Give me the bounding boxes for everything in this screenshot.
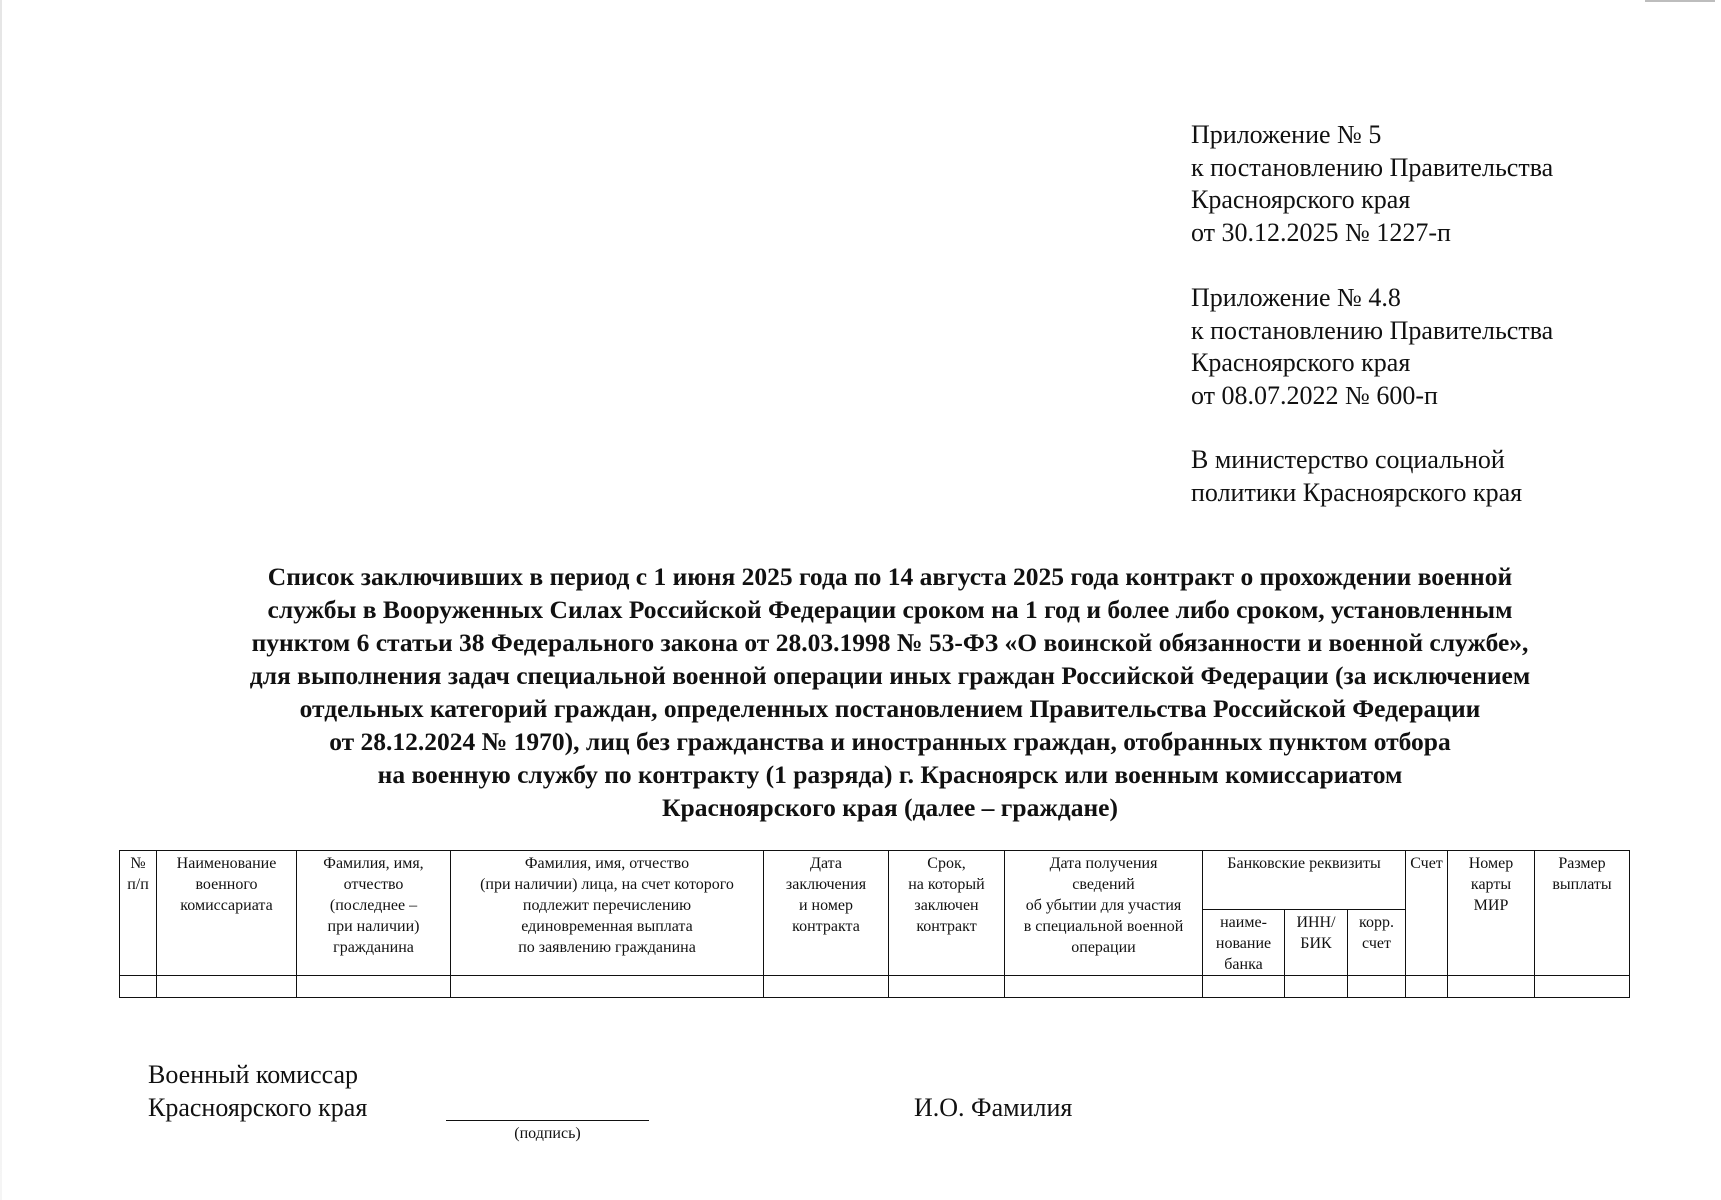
appendix-4-8-line: от 08.07.2022 № 600-п [1191, 380, 1438, 410]
header-bank-name: наиме- нование банка [1203, 910, 1285, 976]
table-cell[interactable] [1348, 976, 1406, 998]
recipient-block [1191, 444, 1522, 509]
scan-left-edge [0, 0, 2, 1200]
header-citizen-name: Фамилия, имя, отчество (последнее – при наличии) гражданина [297, 851, 451, 976]
signature-caption: (подпись) [514, 1125, 581, 1142]
table-cell[interactable] [120, 976, 157, 998]
payout-table [119, 850, 1630, 998]
title-line: на военную службу по контракту (1 разряда) г. Красноярск или военным комиссариатом [377, 760, 1403, 789]
appendix-5-line: Приложение № 5 [1191, 120, 1382, 149]
table-cell[interactable] [1535, 976, 1630, 998]
table-cell[interactable] [1203, 976, 1285, 998]
signer-name: И.О. Фамилия [914, 1093, 1073, 1122]
title-line: Список заключивших в период с 1 июня 2025 года по 14 августа 2025 года контракт о прохождении военной [267, 562, 1513, 591]
title-line: от 28.12.2024 № 1970), лиц без гражданства и иностранных граждан, отобранных пунктом отбора [329, 727, 1451, 756]
title-line: службы в Вооруженных Силах Российской Федерации сроком на 1 год и более либо сроком, установленным [267, 595, 1513, 624]
signature-line [446, 1120, 649, 1121]
header-commissariat: Наименование военного комиссариата [157, 851, 297, 976]
appendix-4-8-block [1191, 282, 1553, 412]
title-line: отдельных категорий граждан, определенных постановлением Правительства Российской Федерации [299, 694, 1481, 723]
table-cell[interactable] [1406, 976, 1448, 998]
appendix-4-8-line: Красноярского края [1191, 348, 1411, 377]
table-cell[interactable] [889, 976, 1005, 998]
recipient-line: В министерство социальной [1191, 445, 1505, 474]
header-corr-account: корр. счет [1348, 910, 1406, 976]
table-cell[interactable] [764, 976, 889, 998]
header-loss-date: Дата получения сведений об убытии для участия в специальной военной операции [1005, 851, 1203, 976]
document-title [120, 560, 1660, 824]
header-inn-bik: ИНН/ БИК [1285, 910, 1348, 976]
appendix-5-line: Красноярского края [1191, 185, 1411, 214]
header-account-holder: Фамилия, имя, отчество (при наличии) лица, на счет которого подлежит перечислению единовременная выплата по заявлению гражданина [451, 851, 764, 976]
appendix-4-8-line: к постановлению Правительства [1191, 315, 1554, 345]
title-line: Красноярского края (далее – граждане) [662, 793, 1118, 822]
table-cell[interactable] [451, 976, 764, 998]
table-cell[interactable] [157, 976, 297, 998]
header-num: № п/п [120, 851, 157, 976]
table-header-row [120, 851, 1630, 910]
header-account: Счет [1406, 851, 1448, 976]
header-mir-card: Номер карты МИР [1448, 851, 1535, 976]
table-cell[interactable] [297, 976, 451, 998]
signer-position-line: Военный комиссар [148, 1060, 359, 1089]
header-term: Срок, на который заключен контракт [889, 851, 1005, 976]
appendix-5-line: от 30.12.2025 № 1227-п [1191, 217, 1451, 247]
title-line: для выполнения задач специальной военной операции иных граждан Российской Федерации (за исключением [249, 661, 1531, 690]
header-bank-details: Банковские реквизиты [1203, 851, 1406, 910]
table-cell[interactable] [1005, 976, 1203, 998]
title-line: пунктом 6 статьи 38 Федерального закона от 28.03.1998 № 53-ФЗ «О воинской обязанности и военной службе», [251, 628, 1529, 657]
recipient-line: политики Красноярского края [1191, 477, 1523, 507]
appendix-4-8-line: Приложение № 4.8 [1191, 283, 1401, 312]
table-cell[interactable] [1285, 976, 1348, 998]
signer-position-line: Красноярского края [148, 1093, 368, 1122]
table-cell[interactable] [1448, 976, 1535, 998]
appendix-5-block [1191, 119, 1553, 249]
appendix-5-line: к постановлению Правительства [1191, 152, 1554, 182]
header-payment-amount: Размер выплаты [1535, 851, 1630, 976]
table-row [120, 976, 1630, 998]
top-edge-rule [1645, 0, 1715, 2]
header-contract-date: Дата заключения и номер контракта [764, 851, 889, 976]
signer-position [148, 1058, 367, 1124]
